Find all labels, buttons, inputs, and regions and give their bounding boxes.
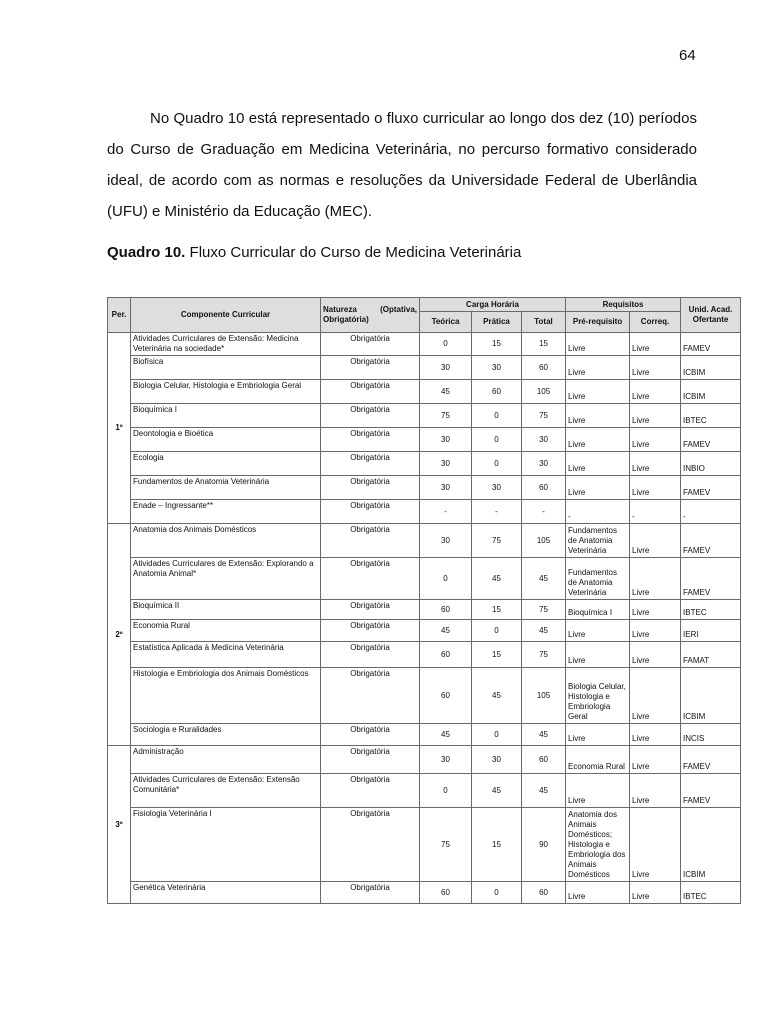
total-cell: 45	[522, 620, 566, 642]
table-row	[108, 558, 741, 600]
total-cell: 60	[522, 356, 566, 380]
correquisito-cell: Livre	[630, 774, 681, 808]
component-name: Genética Veterinária	[131, 882, 321, 904]
header-teorica: Teórica	[420, 312, 472, 333]
natureza-cell: Obrigatória	[321, 333, 420, 356]
natureza-cell: Obrigatória	[321, 620, 420, 642]
natureza-cell: Obrigatória	[321, 774, 420, 808]
unidade-cell: ICBIM	[681, 808, 741, 882]
total-cell: 90	[522, 808, 566, 882]
pre-requisito-cell: Livre	[566, 774, 630, 808]
total-cell: 45	[522, 724, 566, 746]
natureza-cell: Obrigatória	[321, 452, 420, 476]
intro-line: No Quadro 10 está representado o fluxo curricular ao longo dos dez (10) períodos	[150, 110, 697, 127]
table-row	[108, 642, 741, 668]
correquisito-cell: Livre	[630, 524, 681, 558]
pratica-cell: 45	[472, 774, 522, 808]
component-name: Fundamentos de Anatomia Veterinária	[131, 476, 321, 500]
total-cell: 30	[522, 428, 566, 452]
total-cell: 45	[522, 774, 566, 808]
pre-requisito-cell: Livre	[566, 380, 630, 404]
teorica-cell: 75	[420, 808, 472, 882]
curriculum-table	[107, 297, 741, 904]
component-name: Bioquímica I	[131, 404, 321, 428]
natureza-cell: Obrigatória	[321, 524, 420, 558]
table-caption	[107, 244, 521, 261]
component-name: Histologia e Embriologia dos Animais Domésticos	[131, 668, 321, 724]
total-cell: 105	[522, 380, 566, 404]
correquisito-cell: Livre	[630, 642, 681, 668]
unidade-cell: -	[681, 500, 741, 524]
header-unidade: Unid. Acad. Ofertante	[681, 298, 741, 333]
total-cell: -	[522, 500, 566, 524]
table-row	[108, 808, 741, 882]
teorica-cell: 30	[420, 452, 472, 476]
pratica-cell: 0	[472, 724, 522, 746]
unidade-cell: FAMEV	[681, 774, 741, 808]
pratica-cell: 15	[472, 600, 522, 620]
teorica-cell: 60	[420, 882, 472, 904]
natureza-cell: Obrigatória	[321, 380, 420, 404]
table-row	[108, 404, 741, 428]
pratica-cell: -	[472, 500, 522, 524]
table-row	[108, 774, 741, 808]
teorica-cell: 60	[420, 600, 472, 620]
correquisito-cell: Livre	[630, 452, 681, 476]
pratica-cell: 0	[472, 428, 522, 452]
pre-requisito-cell: Fundamentos de Anatomia Veterinária	[566, 524, 630, 558]
pratica-cell: 0	[472, 452, 522, 476]
unidade-cell: ICBIM	[681, 356, 741, 380]
pre-requisito-cell: Livre	[566, 452, 630, 476]
total-cell: 75	[522, 600, 566, 620]
table-row	[108, 524, 741, 558]
correquisito-cell: Livre	[630, 356, 681, 380]
pre-requisito-cell: Biologia Celular, Histologia e Embriologia Geral	[566, 668, 630, 724]
teorica-cell: 30	[420, 428, 472, 452]
component-name: Sociologia e Ruralidades	[131, 724, 321, 746]
pratica-cell: 0	[472, 620, 522, 642]
natureza-cell: Obrigatória	[321, 600, 420, 620]
teorica-cell: 0	[420, 774, 472, 808]
total-cell: 75	[522, 404, 566, 428]
pre-requisito-cell: Livre	[566, 404, 630, 428]
pre-requisito-cell: Livre	[566, 620, 630, 642]
teorica-cell: 45	[420, 380, 472, 404]
unidade-cell: FAMEV	[681, 476, 741, 500]
teorica-cell: -	[420, 500, 472, 524]
teorica-cell: 60	[420, 668, 472, 724]
pre-requisito-cell: Economia Rural	[566, 746, 630, 774]
table-row	[108, 724, 741, 746]
period-label: 3º	[108, 746, 131, 904]
header-pratica: Prática	[472, 312, 522, 333]
pre-requisito-cell: Livre	[566, 428, 630, 452]
correquisito-cell: Livre	[630, 476, 681, 500]
caption-label: Quadro 10.	[107, 244, 186, 261]
unidade-cell: INCIS	[681, 724, 741, 746]
table-row	[108, 428, 741, 452]
correquisito-cell: -	[630, 500, 681, 524]
unidade-cell: ICBIM	[681, 380, 741, 404]
pratica-cell: 60	[472, 380, 522, 404]
intro-paragraph	[107, 103, 697, 227]
component-name: Economia Rural	[131, 620, 321, 642]
natureza-cell: Obrigatória	[321, 668, 420, 724]
pratica-cell: 15	[472, 642, 522, 668]
natureza-cell: Obrigatória	[321, 404, 420, 428]
pre-requisito-cell: Bioquímica I	[566, 600, 630, 620]
natureza-cell: Obrigatória	[321, 642, 420, 668]
component-name: Atividades Curriculares de Extensão: Medicina Veterinária na sociedade*	[131, 333, 321, 356]
pratica-cell: 30	[472, 356, 522, 380]
table-body	[108, 333, 741, 904]
component-name: Anatomia dos Animais Domésticos	[131, 524, 321, 558]
correquisito-cell: Livre	[630, 882, 681, 904]
unidade-cell: INBIO	[681, 452, 741, 476]
total-cell: 60	[522, 476, 566, 500]
table-row	[108, 746, 741, 774]
component-name: Estatística Aplicada à Medicina Veterinária	[131, 642, 321, 668]
component-name: Enade – Ingressante**	[131, 500, 321, 524]
unidade-cell: IBTEC	[681, 882, 741, 904]
header-componente: Componente Curricular	[131, 298, 321, 333]
period-label: 1º	[108, 333, 131, 524]
table-row	[108, 668, 741, 724]
table-row	[108, 333, 741, 356]
natureza-cell: Obrigatória	[321, 558, 420, 600]
teorica-cell: 30	[420, 476, 472, 500]
natureza-cell: Obrigatória	[321, 882, 420, 904]
component-name: Administração	[131, 746, 321, 774]
natureza-cell: Obrigatória	[321, 476, 420, 500]
teorica-cell: 0	[420, 558, 472, 600]
header-natureza-line2: Obrigatória)	[323, 315, 369, 324]
pre-requisito-cell: Livre	[566, 724, 630, 746]
unidade-cell: FAMEV	[681, 746, 741, 774]
pre-requisito-cell: Livre	[566, 882, 630, 904]
natureza-cell: Obrigatória	[321, 724, 420, 746]
header-pre-requisito: Pré-requisito	[566, 312, 630, 333]
table-row	[108, 380, 741, 404]
correquisito-cell: Livre	[630, 668, 681, 724]
intro-line: (UFU) e Ministério da Educação (MEC).	[107, 203, 373, 220]
unidade-cell: FAMEV	[681, 428, 741, 452]
correquisito-cell: Livre	[630, 380, 681, 404]
unidade-cell: ICBIM	[681, 668, 741, 724]
teorica-cell: 45	[420, 724, 472, 746]
unidade-cell: IERI	[681, 620, 741, 642]
intro-line: do Curso de Graduação em Medicina Veterinária, no percurso formativo considerado	[107, 141, 697, 158]
unidade-cell: IBTEC	[681, 404, 741, 428]
total-cell: 30	[522, 452, 566, 476]
header-carga-horaria: Carga Horária	[420, 298, 566, 312]
correquisito-cell: Livre	[630, 404, 681, 428]
correquisito-cell: Livre	[630, 428, 681, 452]
table-row	[108, 356, 741, 380]
pre-requisito-cell: Fundamentos de Anatomia Veterinária	[566, 558, 630, 600]
total-cell: 60	[522, 882, 566, 904]
component-name: Ecologia	[131, 452, 321, 476]
table-row	[108, 620, 741, 642]
correquisito-cell: Livre	[630, 724, 681, 746]
pre-requisito-cell: Livre	[566, 476, 630, 500]
total-cell: 15	[522, 333, 566, 356]
pre-requisito-cell: Livre	[566, 356, 630, 380]
header-per: Per.	[108, 298, 131, 333]
unidade-cell: IBTEC	[681, 600, 741, 620]
correquisito-cell: Livre	[630, 558, 681, 600]
table-row	[108, 452, 741, 476]
pratica-cell: 45	[472, 558, 522, 600]
component-name: Fisiologia Veterinária I	[131, 808, 321, 882]
teorica-cell: 45	[420, 620, 472, 642]
total-cell: 75	[522, 642, 566, 668]
teorica-cell: 60	[420, 642, 472, 668]
component-name: Biologia Celular, Histologia e Embriologia Geral	[131, 380, 321, 404]
natureza-cell: Obrigatória	[321, 356, 420, 380]
table-row	[108, 500, 741, 524]
pratica-cell: 45	[472, 668, 522, 724]
pratica-cell: 15	[472, 333, 522, 356]
pratica-cell: 0	[472, 404, 522, 428]
pratica-cell: 30	[472, 476, 522, 500]
correquisito-cell: Livre	[630, 333, 681, 356]
correquisito-cell: Livre	[630, 808, 681, 882]
teorica-cell: 0	[420, 333, 472, 356]
natureza-cell: Obrigatória	[321, 746, 420, 774]
pre-requisito-cell: Livre	[566, 642, 630, 668]
component-name: Deontologia e Bioética	[131, 428, 321, 452]
header-natureza	[321, 298, 420, 333]
teorica-cell: 30	[420, 746, 472, 774]
total-cell: 45	[522, 558, 566, 600]
header-total: Total	[522, 312, 566, 333]
header-natureza-line1: Natureza (Optativa,	[323, 305, 417, 314]
table-row	[108, 476, 741, 500]
teorica-cell: 30	[420, 356, 472, 380]
natureza-cell: Obrigatória	[321, 428, 420, 452]
header-requisitos: Requisitos	[566, 298, 681, 312]
teorica-cell: 30	[420, 524, 472, 558]
component-name: Biofísica	[131, 356, 321, 380]
caption-text: Fluxo Curricular do Curso de Medicina Veterinária	[185, 244, 522, 261]
pratica-cell: 75	[472, 524, 522, 558]
component-name: Bioquímica II	[131, 600, 321, 620]
total-cell: 60	[522, 746, 566, 774]
correquisito-cell: Livre	[630, 600, 681, 620]
correquisito-cell: Livre	[630, 746, 681, 774]
natureza-cell: Obrigatória	[321, 808, 420, 882]
pre-requisito-cell: Livre	[566, 333, 630, 356]
unidade-cell: FAMEV	[681, 524, 741, 558]
total-cell: 105	[522, 524, 566, 558]
table-row	[108, 600, 741, 620]
pratica-cell: 15	[472, 808, 522, 882]
total-cell: 105	[522, 668, 566, 724]
unidade-cell: FAMEV	[681, 333, 741, 356]
pre-requisito-cell: -	[566, 500, 630, 524]
header-correquisito: Correq.	[630, 312, 681, 333]
natureza-cell: Obrigatória	[321, 500, 420, 524]
page-number: 64	[679, 47, 696, 64]
table-row	[108, 882, 741, 904]
intro-line: ideal, de acordo com as normas e resoluções da Universidade Federal de Uberlândia	[107, 172, 697, 189]
pratica-cell: 30	[472, 746, 522, 774]
unidade-cell: FAMAT	[681, 642, 741, 668]
pratica-cell: 0	[472, 882, 522, 904]
pre-requisito-cell: Anatomia dos Animais Domésticos; Histologia e Embriologia dos Animais Domésticos	[566, 808, 630, 882]
period-label: 2º	[108, 524, 131, 746]
teorica-cell: 75	[420, 404, 472, 428]
component-name: Atividades Curriculares de Extensão: Explorando a Anatomia Animal*	[131, 558, 321, 600]
component-name: Atividades Curriculares de Extensão: Extensão Comunitária*	[131, 774, 321, 808]
unidade-cell: FAMEV	[681, 558, 741, 600]
correquisito-cell: Livre	[630, 620, 681, 642]
